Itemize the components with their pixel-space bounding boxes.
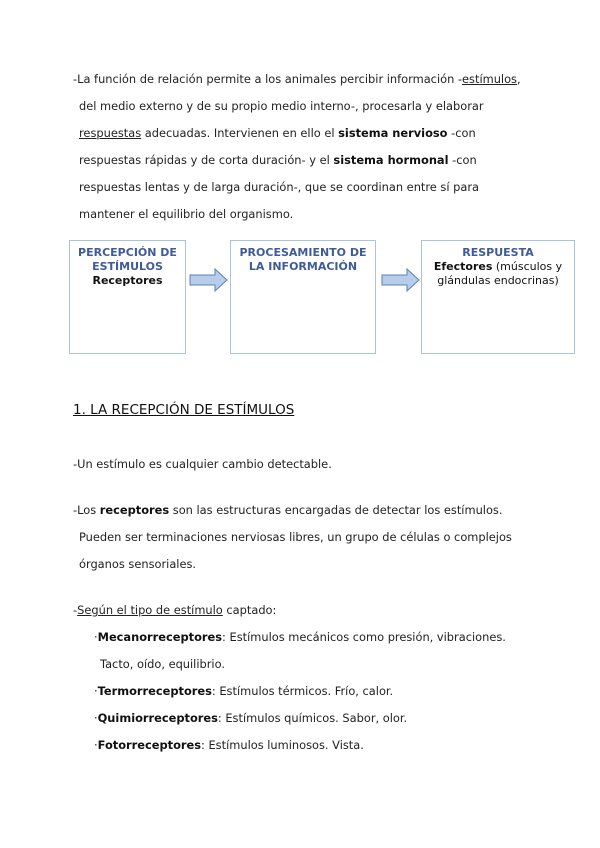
intro-line-1: -La función de relación permite a los animales percibir información -estímulos, xyxy=(73,72,521,86)
arrow-right-icon-1 xyxy=(189,268,229,292)
tipo-estimulo-underlined: Según el tipo de estímulo xyxy=(77,603,223,617)
intro-paragraph xyxy=(73,66,527,228)
list-item-fotorreceptores: ·Fotorreceptores: Estímulos luminosos. Vista. xyxy=(94,738,364,752)
list-item-mecanorreceptores: ·Mecanorreceptores: Estímulos mecánicos como presión, vibraciones. Tacto, oído, equilibrio. xyxy=(94,630,506,671)
intro-line-2: del medio externo y de su propio medio interno-, procesarla y elaborar xyxy=(79,99,484,113)
receptores-bold: receptores xyxy=(99,503,170,517)
estimulo-definition: -Un estímulo es cualquier cambio detectable. xyxy=(73,457,332,471)
sistema-hormonal-bold: sistema hormonal xyxy=(333,153,449,167)
arrow-right-icon-2 xyxy=(381,268,421,292)
box-procesamiento-title: PROCESAMIENTO DE LA INFORMACIÓN xyxy=(239,246,367,273)
box-respuesta-title: RESPUESTA xyxy=(462,246,534,259)
intro-line-3: respuestas adecuadas. Intervienen en ello el sistema nervioso -con xyxy=(79,126,476,140)
intro-line-6: mantener el equilibrio del organismo. xyxy=(79,207,294,221)
respuestas-underlined: respuestas xyxy=(79,126,142,140)
section-1-heading: 1. LA RECEPCIÓN DE ESTÍMULOS xyxy=(73,402,295,418)
box-procesamiento xyxy=(230,240,376,354)
box-percepcion xyxy=(69,240,186,354)
box-percepcion-body: Receptores xyxy=(92,274,163,287)
box-respuesta xyxy=(421,240,575,354)
box-percepcion-title: PERCEPCIÓN DE ESTÍMULOS xyxy=(78,246,177,273)
sistema-nervioso-bold: sistema nervioso xyxy=(338,126,448,140)
intro-line-4: respuestas rápidas y de corta duración- y el sistema hormonal -con xyxy=(79,153,477,167)
list-item-termorreceptores: ·Termorreceptores: Estímulos térmicos. Frío, calor. xyxy=(94,684,394,698)
receptores-line-3: órganos sensoriales. xyxy=(79,557,197,571)
tipo-estimulo-line: -Según el tipo de estímulo captado: xyxy=(73,603,277,617)
receptores-paragraph xyxy=(73,497,527,578)
receptores-line-2: Pueden ser terminaciones nerviosas libres, un grupo de células o complejos xyxy=(79,530,512,544)
list-item-quimiorreceptores: ·Quimiorreceptores: Estímulos químicos. Sabor, olor. xyxy=(94,711,408,725)
box-respuesta-body: Efectores (músculos y glándulas endocrinas) xyxy=(433,260,563,287)
intro-line-5: respuestas lentas y de larga duración-, que se coordinan entre sí para xyxy=(79,180,480,194)
estimulos-underlined: estímulos xyxy=(462,72,517,86)
receptores-line-1: -Los receptores son las estructuras encargadas de detectar los estímulos. xyxy=(73,503,503,517)
